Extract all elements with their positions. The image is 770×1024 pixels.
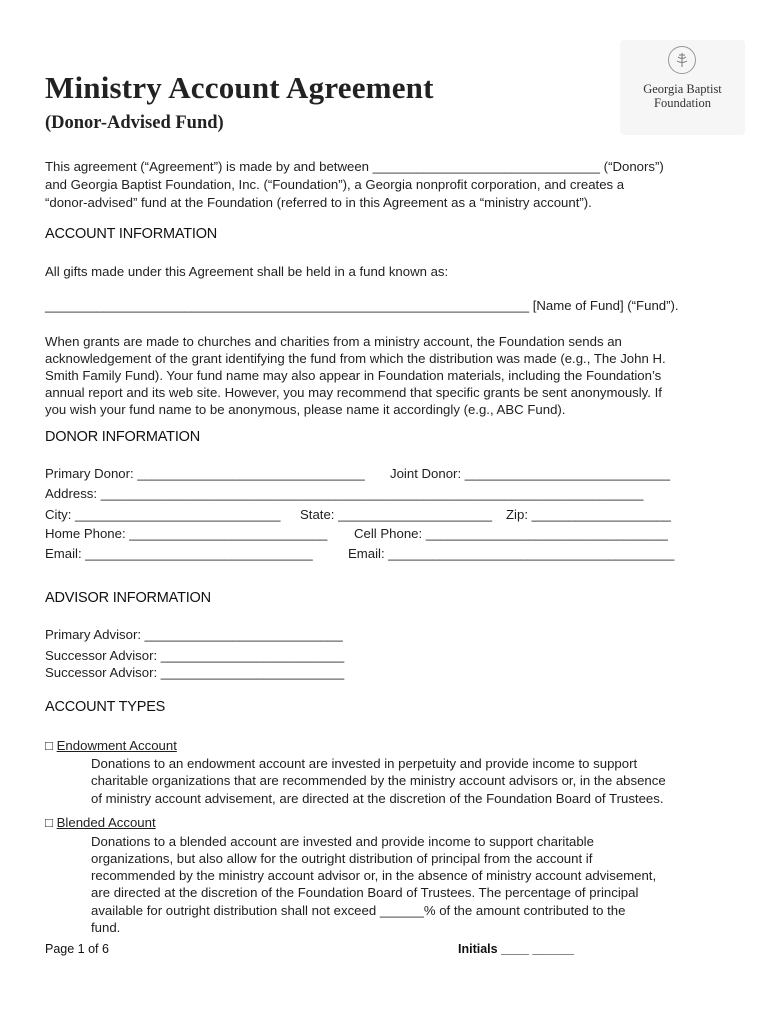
home-phone-field[interactable]: Home Phone: ___________________________ [45,526,328,541]
endowment-description-line-3: of ministry account advisement, are directed at the discretion of the Foundation Board of Trustees. [91,791,664,806]
page-number: Page 1 of 6 [45,942,109,956]
state-field[interactable]: State: _____________________ [300,507,493,522]
fund-name-field[interactable]: __________________________________________________________________ [Name of Fund] (“Fund”). [45,298,679,313]
blended-account-label: Blended Account [56,815,156,830]
grant-paragraph-line-1: When grants are made to churches and charities from a ministry account, the Foundation sends an [45,334,622,349]
intro-line-3: “donor-advised” fund at the Foundation (referred to in this Agreement as a “ministry account”). [45,195,592,210]
city-field[interactable]: City: ____________________________ [45,507,281,522]
blended-description-line-5: available for outright distribution shall not exceed ______% of the amount contributed to the [91,903,626,918]
blended-description-line-6: fund. [91,920,121,935]
endowment-description-line-1: Donations to an endowment account are invested in perpetuity and provide income to support [91,756,638,771]
advisor-information-heading: ADVISOR INFORMATION [45,590,211,606]
primary-donor-field[interactable]: Primary Donor: _______________________________ [45,466,365,481]
document-title: Ministry Account Agreement [45,70,434,105]
foundation-emblem-icon [668,46,696,74]
joint-donor-field[interactable]: Joint Donor: ____________________________ [390,466,671,481]
primary-advisor-field[interactable]: Primary Advisor: ___________________________ [45,627,343,642]
grant-paragraph-line-3: Smith Family Fund). Your fund name may also appear in Foundation materials, including the Foundation’s [45,368,662,383]
endowment-checkbox[interactable]: □ [45,738,53,753]
successor-advisor-field-2[interactable]: Successor Advisor: _________________________ [45,665,345,680]
logo-text-line1: Georgia Baptist [643,82,722,96]
account-types-heading: ACCOUNT TYPES [45,699,166,715]
donor-information-heading: DONOR INFORMATION [45,429,201,445]
intro-line-1: This agreement (“Agreement”) is made by and between _______________________________ (“Donors”) [45,159,664,174]
zip-field[interactable]: Zip: ___________________ [506,507,671,522]
foundation-logo [620,40,745,135]
document-subtitle: (Donor-Advised Fund) [45,113,224,133]
cell-phone-field[interactable]: Cell Phone: _________________________________ [354,526,668,541]
gifts-text: All gifts made under this Agreement shall be held in a fund known as: [45,264,449,279]
endowment-account-label: Endowment Account [56,738,177,753]
blended-description-line-1: Donations to a blended account are invested and provide income to support charitable [91,834,594,849]
blended-description-line-4: are directed at the discretion of the Foundation Board of Trustees. The percentage of principal [91,885,639,900]
account-information-heading: ACCOUNT INFORMATION [45,226,218,242]
successor-advisor-field-1[interactable]: Successor Advisor: _________________________ [45,648,345,663]
endowment-option[interactable] [45,738,177,753]
blended-option[interactable] [45,815,156,830]
email-field-1[interactable]: Email: _______________________________ [45,546,313,561]
logo-text-line2: Foundation [654,96,711,110]
grant-paragraph-line-2: acknowledgement of the grant identifying the fund from which the distribution was made (e.g., The John H. [45,351,666,366]
address-field[interactable]: Address: __________________________________________________________________________ [45,486,644,501]
email-field-2[interactable]: Email: _______________________________________ [348,546,675,561]
intro-line-2: and Georgia Baptist Foundation, Inc. (“Foundation”), a Georgia nonprofit corporation, and creates a [45,177,625,192]
grant-paragraph-line-4: annual report and its web site. However, you may recommend that specific grants be sent anonymously. If [45,385,662,400]
blended-description-line-3: recommended by the ministry account advisor or, in the absence of ministry account advisement, [91,868,657,883]
blended-description-line-2: organizations, but also allow for the outright distribution of principal from the account if [91,851,593,866]
grant-paragraph-line-5: you wish your fund name to be anonymous, please name it accordingly (e.g., ABC Fund). [45,402,566,417]
blended-checkbox[interactable]: □ [45,815,53,830]
initials-field[interactable]: Initials ____ ______ [458,942,575,956]
endowment-description-line-2: charitable organizations that are recommended by the ministry account advisors or, in the absence [91,773,666,788]
